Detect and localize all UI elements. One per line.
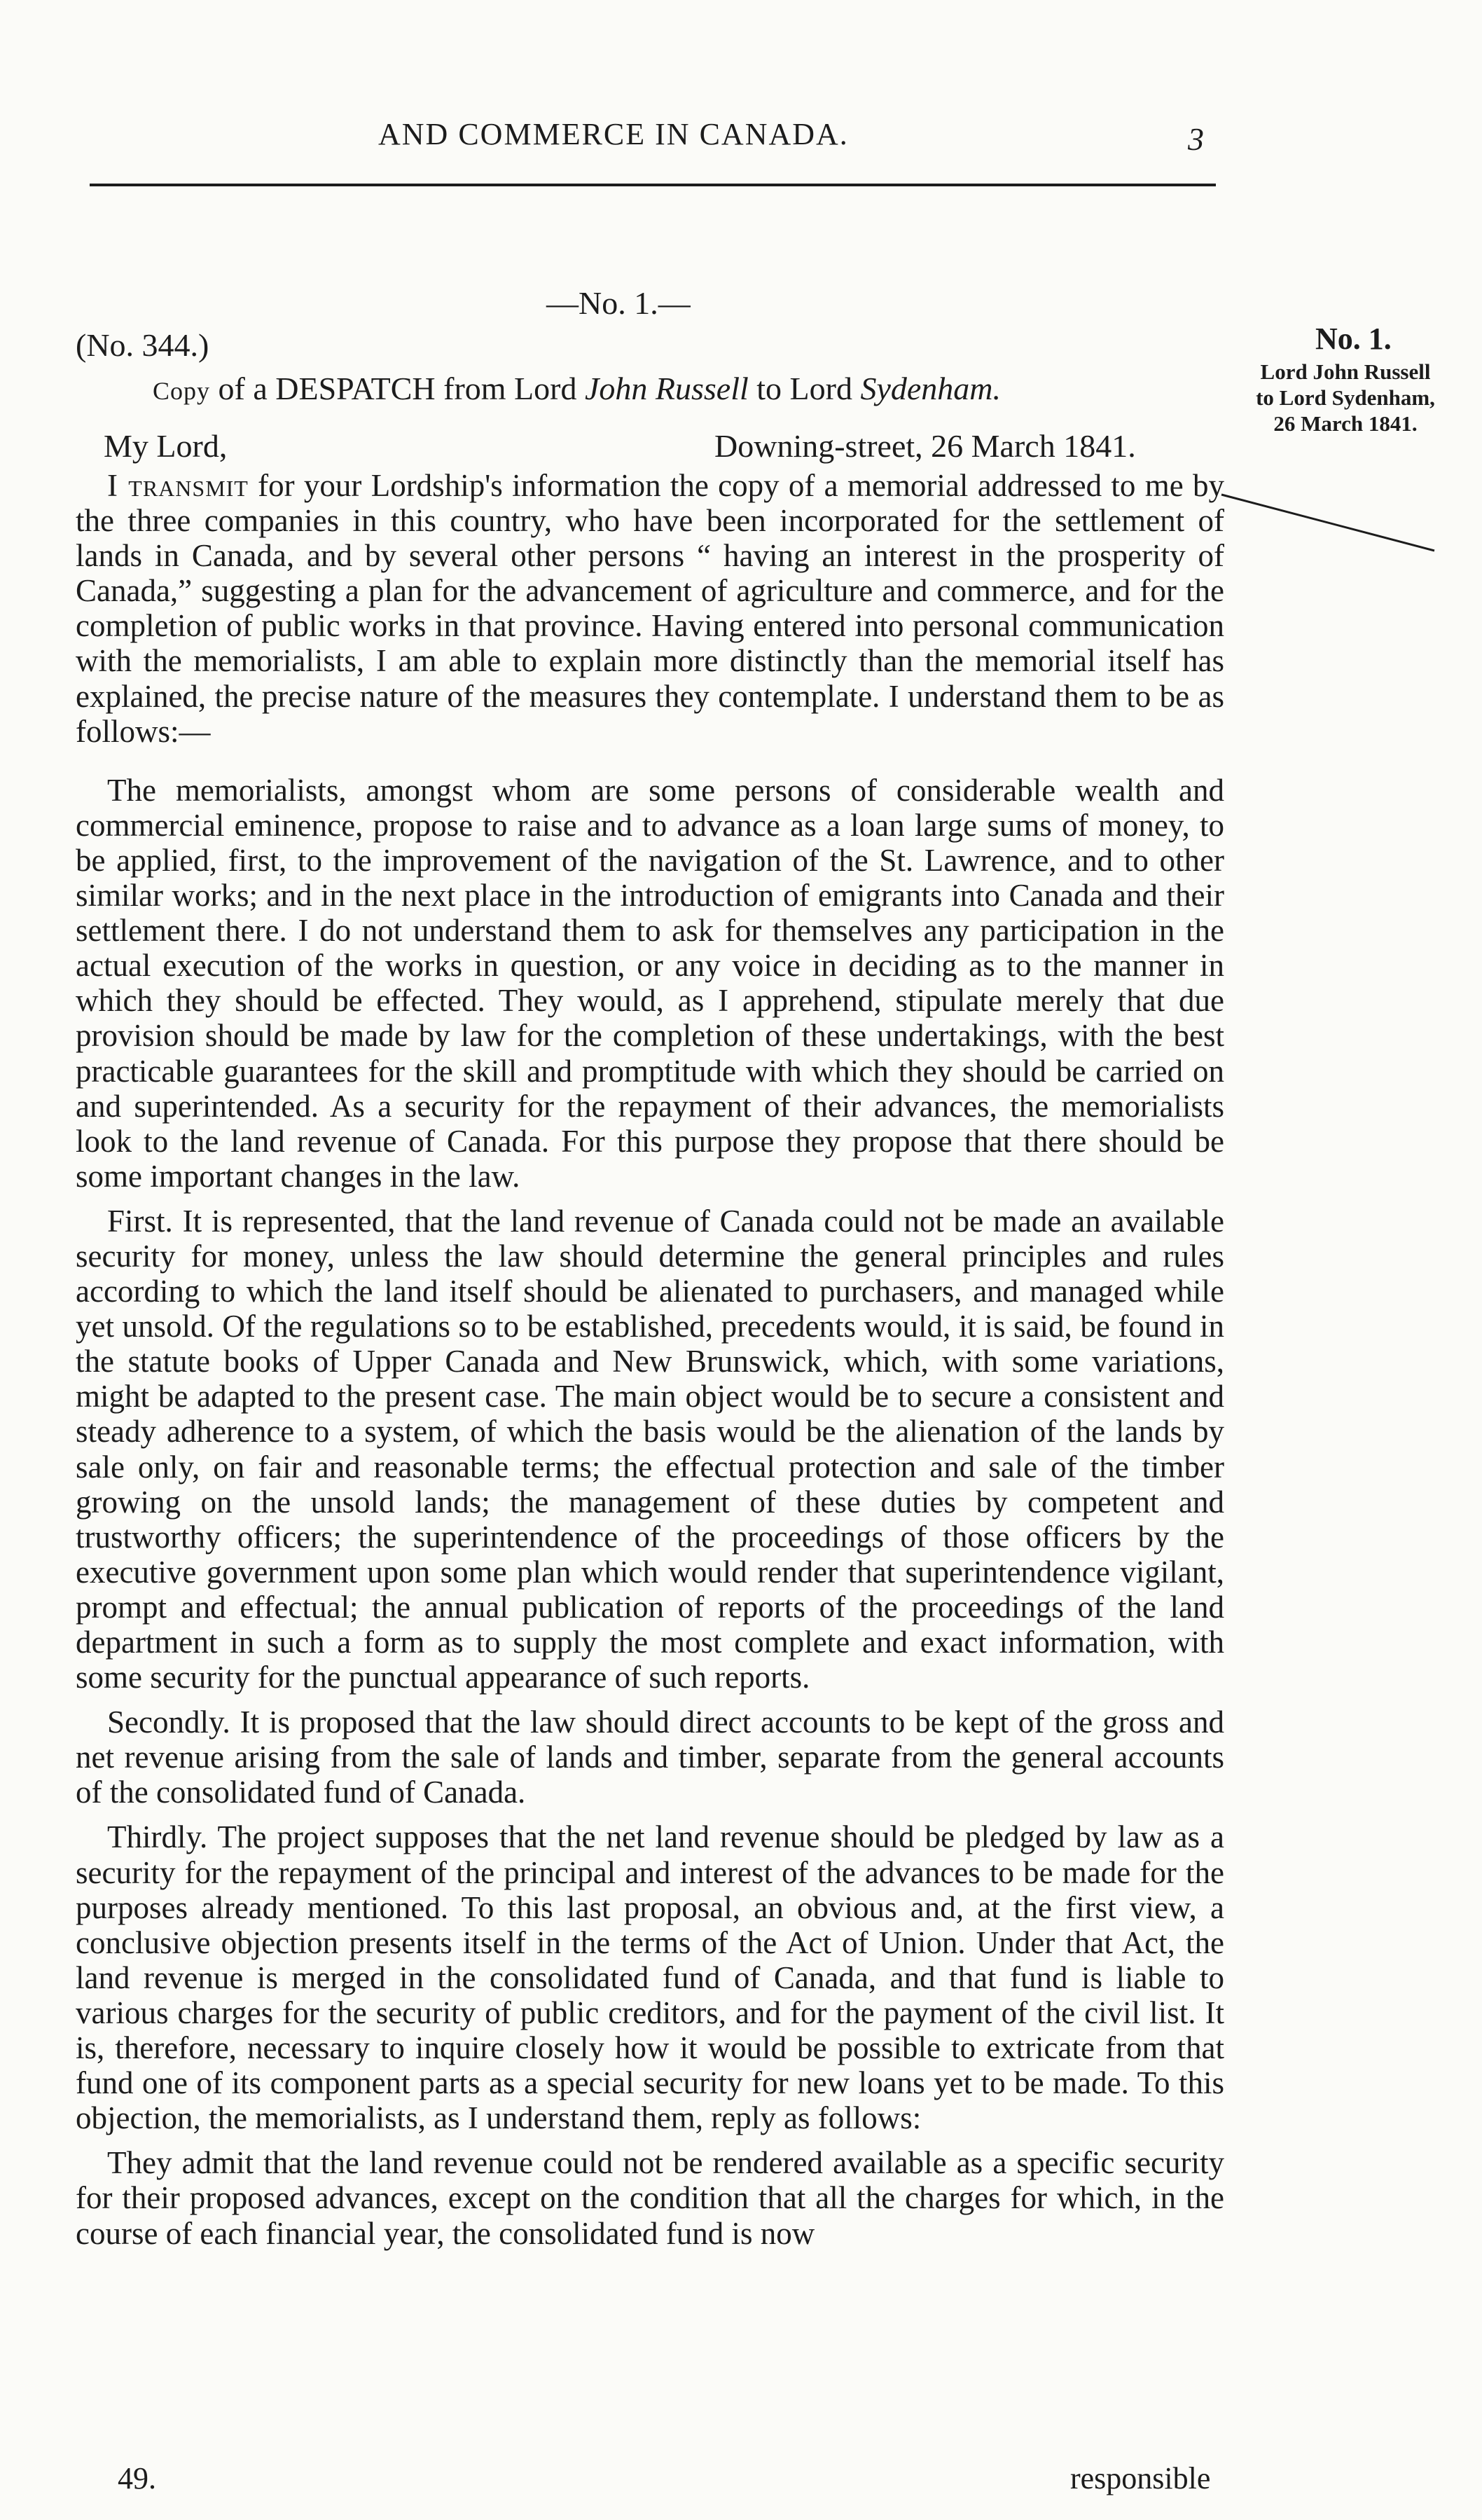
margin-note [1230,359,1461,436]
title-to: to Lord [748,371,861,406]
salutation: My Lord, [104,428,228,464]
despatch-reference: (No. 344.) [76,327,209,363]
dateline: Downing-street, 26 March 1841. [714,428,1136,464]
title-recipient-name: Sydenham. [860,371,1002,406]
printer-signature: 49. [118,2461,156,2495]
header-rule [90,184,1216,186]
title-copy-word: Copy [153,377,211,405]
title-sender-name: John Russell [584,371,749,406]
body-paragraph: They admit that the land revenue could not be rendered available as a specific security for their proposed advances, except on the condition that all the charges for which, in the course of each financial year, the consolidated fund is now [76,2145,1224,2251]
paragraph-lead-words: I transmit [107,468,249,503]
margin-note-line: Lord John Russell [1260,359,1431,384]
body-paragraph: Thirdly. The project supposes that the net land revenue should be pledged by law as a security for the repayment of the principal and interest of the advances to be made for the purposes already mentioned. To this last proposal, an obvious and, at the first view, a conclusive objection presents itself in the terms of the Act of Union. Under that Act, the land revenue is merged in the consolidated fund of Canada, and that fund is liable to various charges for the security of public creditors, and for the payment of the civil list. It is, therefore, necessary to inquire closely how it would be possible to extricate from that fund one of its component parts as a special security for new loans yet to be made. To this objection, the memorialists, as I understand them, reply as follows: [76,1819,1224,2136]
margin-number: No. 1. [1315,322,1392,356]
paragraph-text: for your Lordship's information the copy of a memorial addressed to me by the three companies in this country, who have been incorporated for the settlement of lands in Canada, and by several other persons “ having an interest in the prosperity of Canada,” suggesting a plan for the advancement of agriculture and commerce, and for the completion of public works in that province. Having entered into personal communication with the memorialists, I am able to explain more distinctly than the memorial itself has explained, the precise nature of the measures they contemplate. I understand them to be as follows:— [76,468,1224,749]
page-number: 3 [1188,121,1204,157]
body-paragraph: Secondly. It is proposed that the law should direct accounts to be kept of the gross and net revenue arising from the sale of lands and timber, separate from the general accounts of the consolidated fund of Canada. [76,1705,1224,1810]
title-mid: of a DESPATCH from Lord [210,371,585,406]
margin-note-line: 26 March 1841. [1273,411,1418,436]
body-paragraph: First. It is represented, that the land revenue of Canada could not be made an available security for money, unless the law should determine the general principles and rules according to which the land itself should be alienated to purchasers, and managed while yet unsold. Of the regulations so to be established, precedents would, it is said, be found in the statute books of Upper Canada and New Brunswick, which, with some variations, might be adapted to the present case. The main object would be to secure a consistent and steady adherence to a system, of which the basis would be the alienation of the lands by sale only, on fair and reasonable terms; the effectual protection and sale of the timber growing on the unsold lands; the management of these duties by competent and trustworthy officers; the superintendence of the proceedings of those officers by the executive government upon some plan which would render that superintendence vigilant, prompt and effectual; the annual publication of reports of the proceedings of the land department in such a form as to supply the most complete and exact information, with some security for the punctual appearance of such reports. [76,1203,1224,1695]
despatch-number-heading: —No. 1.— [546,285,691,321]
running-title: AND COMMERCE IN CANADA. [378,117,849,151]
margin-pointer-line [1220,490,1444,553]
margin-note-line: to Lord Sydenham, [1256,385,1435,410]
catchword: responsible [1070,2461,1211,2495]
body-paragraph [76,468,1224,749]
despatch-title [153,370,1001,407]
body-paragraph: The memorialists, amongst whom are some persons of considerable wealth and commercial eminence, propose to raise and to advance as a loan large sums of money, to be applied, first, to the improvement of the navigation of the St. Lawrence, and to other similar works; and in the next place in the introduction of emigrants into Canada and their settlement there. I do not understand them to ask for themselves any participation in the actual execution of the works in question, or any voice in deciding as to the manner in which they should be effected. They would, as I apprehend, stipulate merely that due provision should be made by law for the completion of these undertakings, with the best practicable guarantees for the skill and promptitude with which they should be carried on and superintended. As a security for the repayment of their advances, the memorialists look to the land revenue of Canada. For this purpose they propose that there should be some important changes in the law. [76,772,1224,1194]
despatch-body [76,468,1224,2251]
